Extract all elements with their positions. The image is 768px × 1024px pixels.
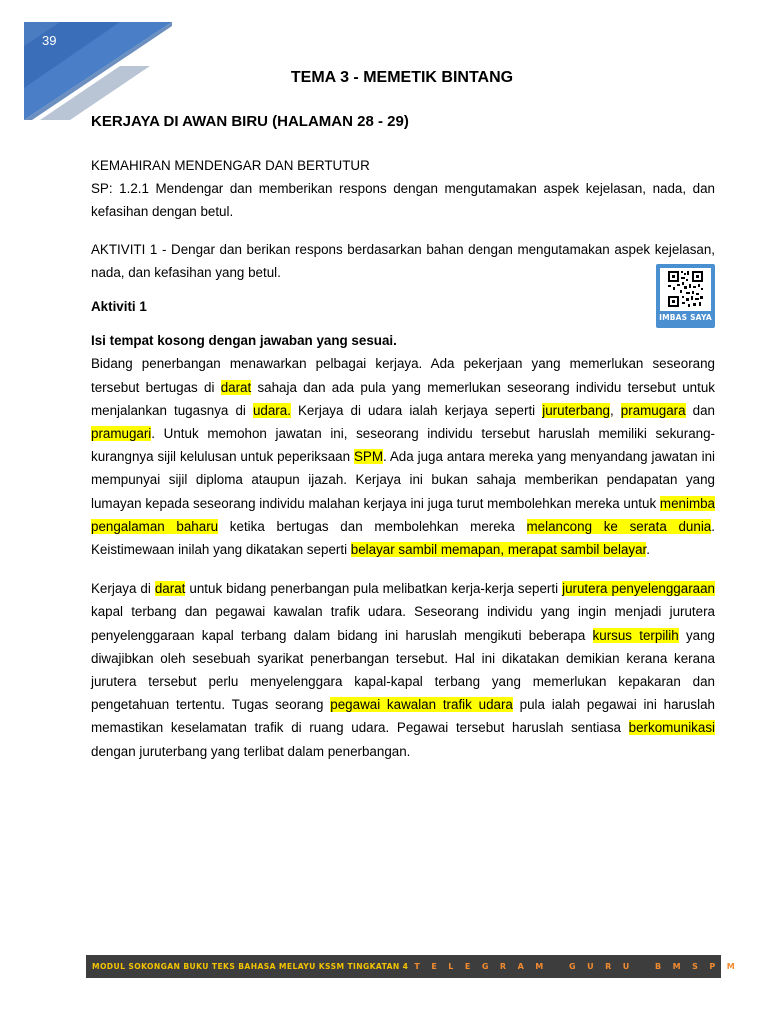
answer-highlight: SPM <box>353 449 383 465</box>
text-segment: . <box>646 542 650 558</box>
footer-module-title: MODUL SOKONGAN BUKU TEKS BAHASA MELAYU KSSM TINGKATAN 4 <box>92 962 409 971</box>
text-segment: . Untuk memohon jawatan ini, seseorang individu tersebut haruslah memiliki sekurang-kurangnya sijil kelulusan untuk peperiksaan <box>91 426 715 465</box>
text-segment: dengan juruterbang yang terlibat dalam penerbangan. <box>91 743 411 759</box>
text-segment: , <box>609 402 621 418</box>
skill-heading: KEMAHIRAN MENDENGAR DAN BERTUTUR <box>91 158 370 173</box>
document-body <box>91 110 715 763</box>
answer-highlight: darat <box>154 581 186 597</box>
section-heading: KERJAYA DI AWAN BIRU (HALAMAN 28 - 29) <box>91 113 409 130</box>
answer-highlight: darat <box>220 379 252 395</box>
answer-highlight: udara. <box>252 402 291 418</box>
text-segment: ketika bertugas dan membolehkan mereka <box>218 518 527 534</box>
answer-highlight: pramugara <box>620 402 686 418</box>
paragraph-2 <box>91 577 715 763</box>
standard-text: SP: 1.2.1 Mendengar dan memberikan respons dengan mengutamakan aspek kejelasan, nada, dan kefasihan dengan betul. <box>91 181 715 220</box>
text-segment: yang diwajibkan oleh sesebuah syarikat penerbangan tersebut. Hal ini dikatakan demikian kerana kerana jurutera tersebut perlu menyelenggara kapal-kapal terbang yang memerlukan kepakaran dan pengetahuan tertentu. Tugas seorang <box>91 627 715 713</box>
answer-highlight: berkomunikasi <box>628 720 715 736</box>
answer-highlight: pegawai kawalan trafik udara <box>330 697 513 713</box>
qr-code-icon <box>660 268 711 311</box>
answer-highlight: pramugari <box>91 426 152 442</box>
text-segment: . Ada juga antara mereka yang menyandang jawatan ini mempunyai sijil diploma ataupun ijazah. Kerjaya ini bukan sahaja memberikan pendapatan yang lumayan kepada seseorang individu malahan kerjaya ini juga turut membolehkan mereka untuk <box>91 449 715 511</box>
page-title: TEMA 3 - MEMETIK BINTANG <box>290 69 514 86</box>
answer-highlight: juruterbang <box>542 402 610 418</box>
answer-highlight: melancong ke serata dunia <box>526 518 712 534</box>
footer-bar <box>86 955 747 978</box>
text-segment: dan <box>685 402 715 418</box>
activity-intro: AKTIVITI 1 - Dengar dan berikan respons berdasarkan bahan dengan mengutamakan aspek kejelasan, nada, dan kefasihan yang betul. <box>91 241 715 280</box>
text-segment: kapal terbang dan pegawai kawalan trafik udara. Seseorang individu yang ingin menjadi jurutera penyelenggaraan kapal terbang dalam bidang ini haruslah mengikuti beberapa <box>91 604 715 643</box>
answer-highlight: jurutera penyelenggaraan <box>562 581 715 597</box>
footer-telegram: TELEGRAM GURU BMSPM <box>414 962 747 971</box>
answer-highlight: belayar sambil memapan, merapat sambil belayar <box>350 542 647 558</box>
text-segment: untuk bidang penerbangan pula melibatkan kerja-kerja seperti <box>185 581 563 597</box>
activity-label: Aktiviti 1 <box>91 299 147 315</box>
paragraph-1 <box>91 352 715 561</box>
qr-badge-label: IMBAS SAYA <box>659 313 712 322</box>
corner-decoration <box>0 0 175 125</box>
text-segment: Kerjaya di udara ialah kerjaya seperti <box>290 402 543 418</box>
text-segment: sahaja dan ada pula yang memerlukan seseorang individu tersebut untuk menjalankan tugasnya di <box>91 379 715 418</box>
text-segment: . Keistimewaan inilah yang dikatakan seperti <box>91 518 715 558</box>
text-segment: Kerjaya di <box>91 581 155 597</box>
answer-highlight: kursus terpilih <box>592 627 679 643</box>
text-segment: pula ialah pegawai ini haruslah memastikan keselamatan trafik di ruang udara. Pegawai tersebut haruslah sentiasa <box>91 697 715 736</box>
answer-highlight: menimba pengalaman baharu <box>91 495 715 534</box>
page-number: 39 <box>42 33 57 48</box>
text-segment: Bidang penerbangan menawarkan pelbagai kerjaya. Ada pekerjaan yang memerlukan seseorang tersebut bertugas di <box>91 356 715 395</box>
instruction: Isi tempat kosong dengan jawaban yang sesuai. <box>91 333 397 349</box>
qr-scan-badge[interactable] <box>656 264 715 328</box>
